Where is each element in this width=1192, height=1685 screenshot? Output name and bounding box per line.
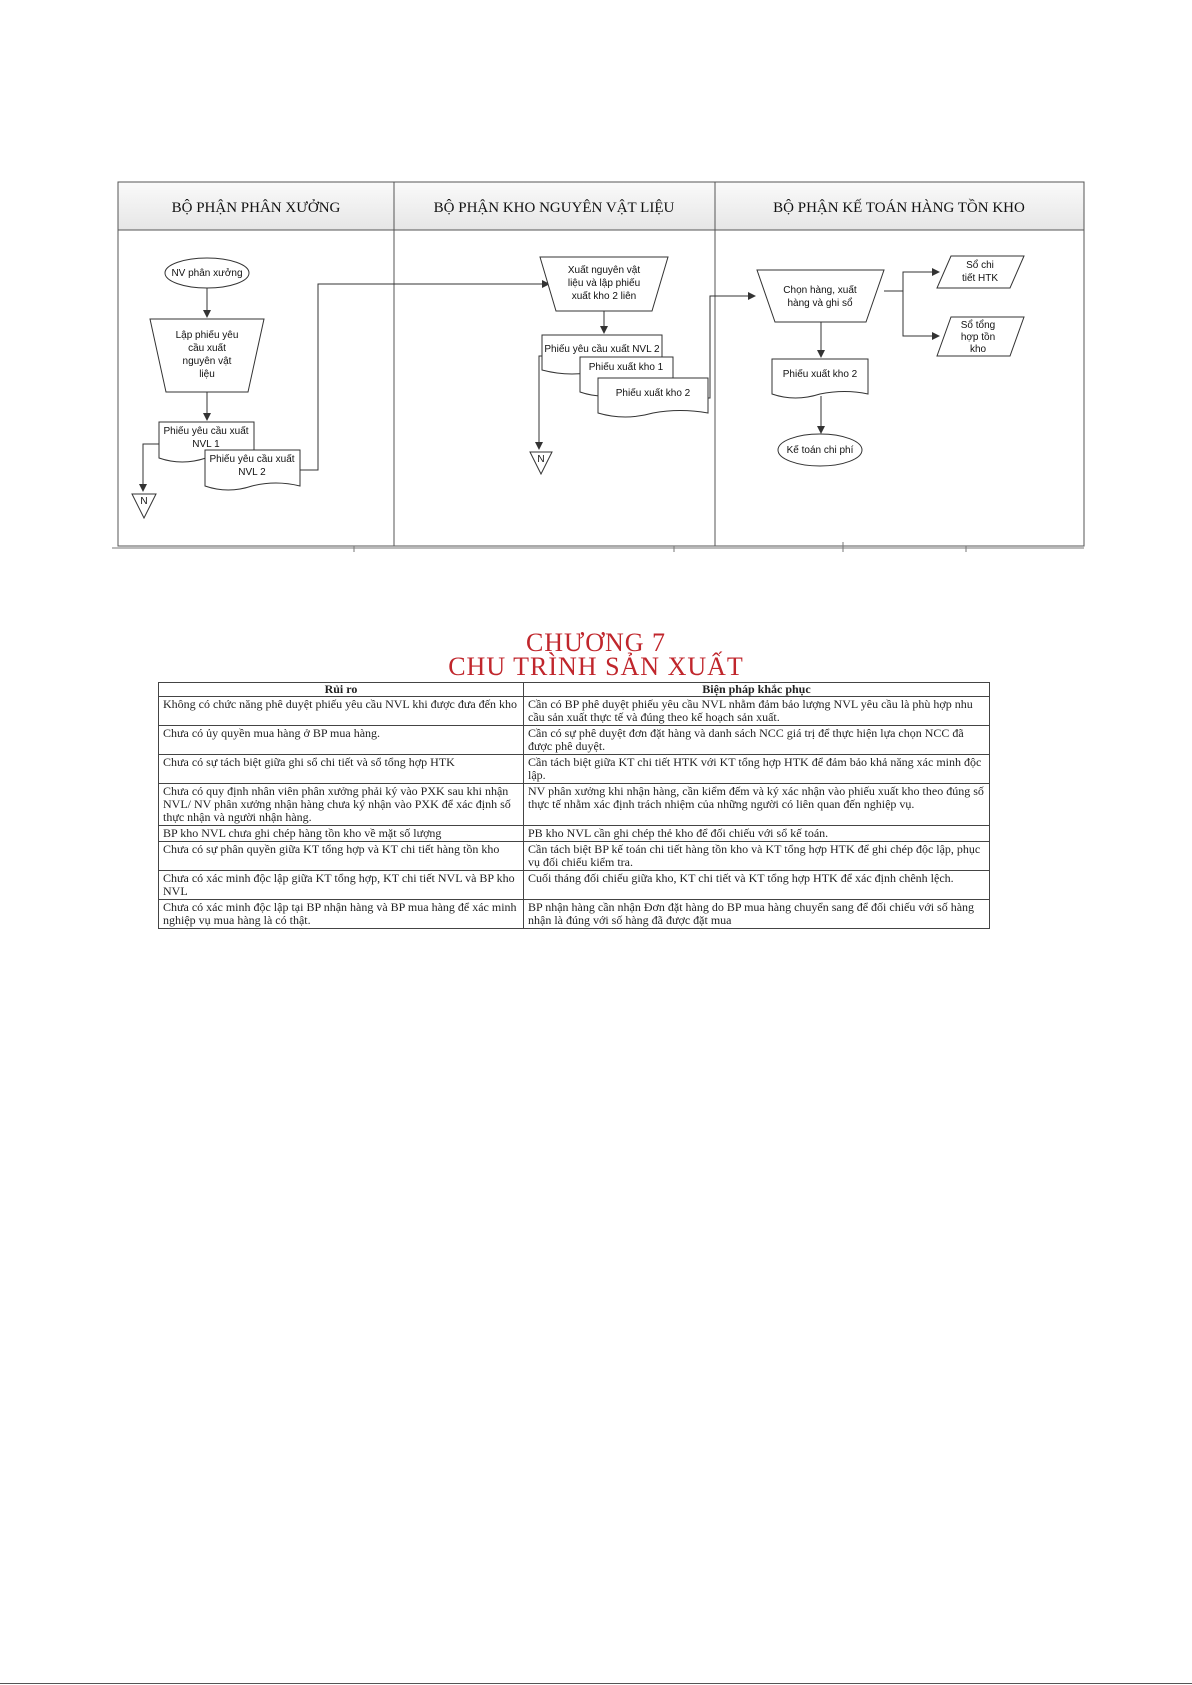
table-row	[159, 842, 990, 871]
node-label: NVL 2	[238, 467, 266, 478]
mitigation-cell: NV phân xưởng khi nhận hàng, cần kiểm đếm và ký xác nhận vào phiếu xuất kho theo đúng số thực tế nhằm xác định trách nhiệm của những người có liên quan đến nghiệp vụ.	[524, 784, 990, 826]
risk-cell: Chưa có sự tách biệt giữa ghi sổ chi tiết và sổ tổng hợp HTK	[159, 755, 524, 784]
flow-arrow	[884, 272, 939, 291]
page-bottom-rule	[0, 1683, 1192, 1684]
mitigation-cell: BP nhận hàng cần nhận Đơn đặt hàng do BP mua hàng chuyển sang để đối chiếu với số hàng nhận là đúng với số hàng đã được đặt mua	[524, 900, 990, 929]
node-label: Kế toán chi phí	[786, 445, 854, 456]
node-label: liệu	[199, 369, 215, 380]
node-label: nguyên vật	[182, 356, 232, 367]
risk-cell: Chưa có xác minh độc lập giữa KT tổng hợp, KT chi tiết NVL và BP kho NVL	[159, 871, 524, 900]
table-row	[159, 697, 990, 726]
offpage-label: N	[537, 454, 545, 465]
column-header-risk: Rủi ro	[159, 683, 524, 697]
table-row	[159, 755, 990, 784]
node-label: Phiếu yêu cầu xuất	[163, 426, 249, 437]
flow-arrow	[143, 444, 159, 491]
node-label: hàng và ghi sổ	[787, 298, 853, 309]
risk-cell: Chưa có quy định nhân viên phân xưởng phải ký vào PXK sau khi nhận NVL/ NV phân xưởng nhận hàng chưa ký nhận vào PXK để xác định số thực nhận và người nhận hàng.	[159, 784, 524, 826]
mitigation-cell: Cần có BP phê duyệt phiếu yêu cầu NVL nhằm đảm bảo lượng NVL yêu cầu là phù hợp nhu cầu sản xuất thực tế và đúng theo kế hoạch sản xuất.	[524, 697, 990, 726]
lane-title-phan-xuong: BỘ PHẬN PHÂN XƯỞNG	[171, 200, 341, 216]
node-label: kho	[969, 344, 987, 355]
mitigation-cell: Cần có sự phê duyệt đơn đặt hàng và danh sách NCC giá trị để thực hiện lựa chọn NCC đã được phê duyệt.	[524, 726, 990, 755]
mitigation-cell: Cuối tháng đối chiếu giữa kho, KT chi tiết và KT tổng hợp HTK để xác định chênh lệch.	[524, 871, 990, 900]
table-row	[159, 871, 990, 900]
node-label: Lập phiếu yêu	[175, 330, 239, 341]
node-label: Chọn hàng, xuất	[783, 285, 857, 296]
lane-title-ke-toan-htk: BỘ PHẬN KẾ TOÁN HÀNG TỒN KHO	[773, 200, 1025, 216]
risk-cell: BP kho NVL chưa ghi chép hàng tồn kho về mặt số lượng	[159, 826, 524, 842]
flowchart-diagram	[0, 0, 1192, 560]
node-label: Sổ tổng	[960, 320, 996, 331]
risk-cell: Chưa có xác minh độc lập tại BP nhận hàng và BP mua hàng để xác minh nghiệp vụ mua hàng là có thật.	[159, 900, 524, 929]
mitigation-cell: Cần tách biệt giữa KT chi tiết HTK với KT tổng hợp HTK để đảm bảo khả năng xác minh độc lập.	[524, 755, 990, 784]
node-label: xuất kho 2 liên	[571, 291, 637, 302]
flow-arrow	[884, 291, 939, 336]
chapter-title: CHU TRÌNH SẢN XUẤT	[448, 652, 744, 681]
node-label: Phiếu xuất kho 2	[615, 388, 691, 399]
node-label: Phiếu xuất kho 2	[782, 369, 858, 380]
table-row	[159, 826, 990, 842]
node-label: Phiếu yêu cầu xuất NVL 2	[544, 344, 660, 355]
risk-cell: Chưa có sự phân quyền giữa KT tổng hợp và KT chi tiết hàng tồn kho	[159, 842, 524, 871]
risk-cell: Không có chức năng phê duyệt phiếu yêu cầu NVL khi được đưa đến kho	[159, 697, 524, 726]
flow-arrow-to-kho	[300, 284, 549, 470]
node-label: cầu xuất	[188, 343, 226, 354]
node-label: hợp tồn	[960, 332, 996, 343]
node-label: Xuất nguyên vật	[567, 265, 641, 276]
risk-cell: Chưa có ủy quyền mua hàng ở BP mua hàng.	[159, 726, 524, 755]
table-header-row	[159, 683, 990, 697]
node-label: Phiếu xuất kho 1	[588, 362, 664, 373]
manual-operation-chon-hang	[757, 270, 884, 322]
node-label: Sổ chi	[966, 260, 994, 271]
mitigation-cell: Cần tách biệt BP kế toán chi tiết hàng tồn kho và KT tổng hợp HTK để ghi chép độc lập, phục vụ đối chiếu kiểm tra.	[524, 842, 990, 871]
table-row	[159, 784, 990, 826]
table-row	[159, 726, 990, 755]
node-label: NVL 1	[192, 439, 220, 450]
mitigation-cell: PB kho NVL cần ghi chép thẻ kho để đối chiếu với sổ kế toán.	[524, 826, 990, 842]
offpage-label: N	[140, 496, 148, 507]
node-label: Phiếu yêu cầu xuất	[209, 454, 295, 465]
chapter-number: CHƯƠNG 7	[525, 628, 667, 657]
node-label: liệu và lập phiếu	[567, 278, 641, 289]
lane-title-kho-nvl: BỘ PHẬN KHO NGUYÊN VẬT LIỆU	[433, 200, 675, 216]
column-header-mitigation: Biện pháp khắc phục	[524, 683, 990, 697]
node-label: NV phân xưởng	[171, 268, 243, 279]
risk-mitigation-table	[158, 682, 990, 929]
node-label: tiết HTK	[961, 273, 999, 284]
table-row	[159, 900, 990, 929]
